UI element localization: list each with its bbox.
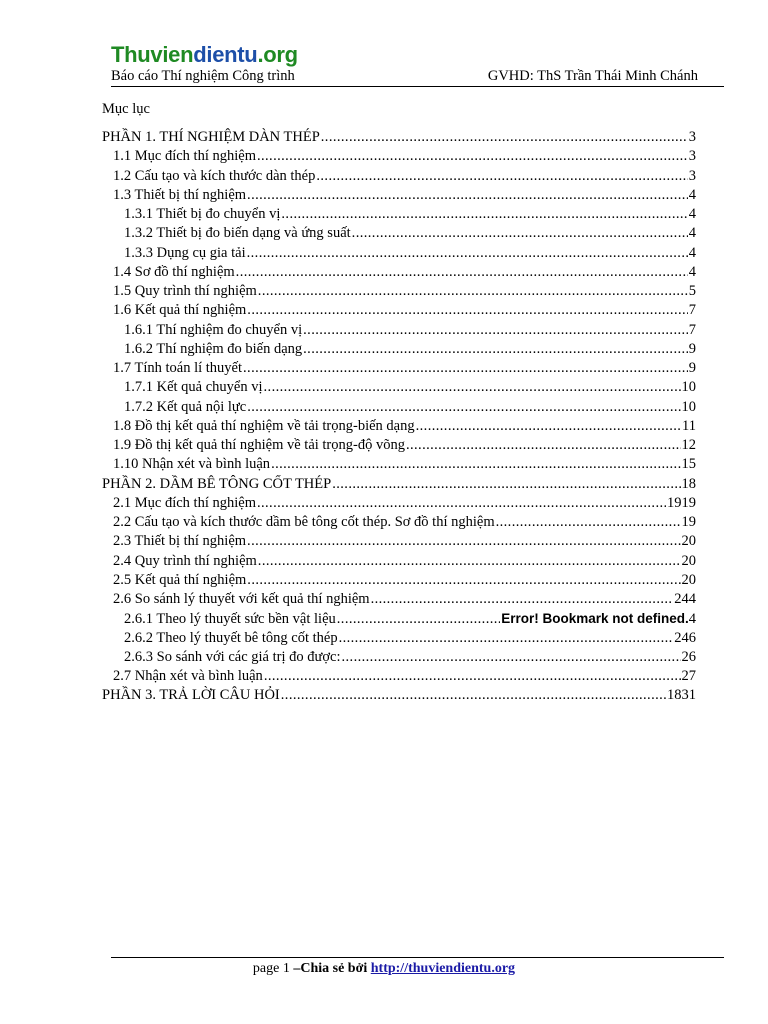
toc-entry-label: 2.6 So sánh lý thuyết với kết quả thí nghiệm <box>113 591 370 607</box>
toc-leader-dots <box>371 590 674 609</box>
toc-entry[interactable] <box>102 398 696 417</box>
toc-entry[interactable] <box>102 494 696 513</box>
toc-entry-label: 2.7 Nhận xét và bình luận <box>113 668 263 684</box>
toc-leader-dots <box>264 378 681 397</box>
toc-entry[interactable] <box>102 224 696 243</box>
toc-leader-dots <box>247 186 688 205</box>
toc-entry-page: 246 <box>674 629 696 646</box>
toc-entry[interactable] <box>102 629 696 648</box>
toc-entry-page: 20 <box>681 552 696 569</box>
toc-entry[interactable] <box>102 475 696 494</box>
site-logo <box>111 42 298 68</box>
toc-entry-label: 1.5 Quy trình thí nghiệm <box>113 283 257 299</box>
toc-entry[interactable] <box>102 552 696 571</box>
toc-entry-page: 20 <box>681 571 696 588</box>
toc-entry-page: 9 <box>688 340 696 357</box>
toc-entry-page: 10 <box>681 398 696 415</box>
page-footer <box>0 960 768 978</box>
toc-entry[interactable] <box>102 340 696 359</box>
toc-entry-label: 1.6 Kết quả thí nghiệm <box>113 302 247 319</box>
toc-entry[interactable] <box>102 648 696 667</box>
toc-leader-dots <box>337 610 500 628</box>
toc-entry-label: 2.3 Thiết bị thí nghiệm <box>113 533 247 550</box>
toc-entry-page: 3 <box>688 148 696 165</box>
toc-leader-dots <box>258 282 688 301</box>
footer-page-number: page 1 <box>252 961 294 976</box>
toc-entry[interactable] <box>102 128 696 147</box>
toc-leader-dots <box>243 359 688 378</box>
toc-entry-label: 1.2 Cấu tạo và kích thước dàn thép <box>113 167 316 184</box>
toc-entry[interactable] <box>102 378 696 397</box>
toc-entry-page: 4 <box>688 263 696 280</box>
toc-entry-label: 2.2 Cấu tạo và kích thước dầm bê tông cốt thép. Sơ đồ thí nghiệm <box>113 514 495 530</box>
toc-entry-label: 1.7.2 Kết quả nội lực <box>124 398 247 415</box>
toc-entry-label: PHẦN 3. TRẢ LỜI CÂU HỎI <box>102 687 280 704</box>
toc-entry[interactable] <box>102 321 696 340</box>
toc-leader-dots <box>316 167 687 186</box>
toc-leader-dots <box>303 321 688 340</box>
toc-leader-dots <box>258 552 681 571</box>
toc-entry-page: 10 <box>681 379 696 396</box>
toc-leader-dots <box>271 455 680 474</box>
toc-entry-label: 1.6.2 Thí nghiệm đo biến dạng <box>124 340 303 357</box>
toc-entry-page: 4 <box>688 206 696 222</box>
logo-text-part1: Thuvien <box>111 42 194 67</box>
toc-entry-label: 1.9 Đồ thị kết quả thí nghiệm về tải trọng-độ võng <box>113 437 405 453</box>
toc-entry[interactable] <box>102 263 696 282</box>
toc-entry-page: 4 <box>688 186 696 203</box>
toc-leader-dots <box>406 436 681 455</box>
toc-leader-dots <box>236 263 688 282</box>
toc-entry[interactable] <box>102 147 696 166</box>
toc-entry-page: 12 <box>681 437 696 453</box>
toc-entry-page: 20 <box>681 533 696 550</box>
toc-entry-label: 1.1 Mục đích thí nghiệm <box>113 148 256 165</box>
toc-entry[interactable] <box>102 455 696 474</box>
toc-entry-label: 2.6.1 Theo lý thuyết sức bền vật liệu <box>124 611 336 628</box>
toc-entry-page: 9 <box>688 360 696 376</box>
toc-entry-page: 7 <box>688 302 696 319</box>
toc-entry-label: PHẦN 2. DẦM BÊ TÔNG CỐT THÉP <box>102 475 332 492</box>
toc-entry-page: 1919 <box>667 494 696 511</box>
toc-entry-page: 1831 <box>667 687 696 704</box>
toc-entry[interactable] <box>102 590 696 609</box>
toc-entry[interactable] <box>102 186 696 205</box>
toc-entry[interactable] <box>102 359 696 378</box>
toc-entry-label: 1.8 Đồ thị kết quả thí nghiệm về tải trọng-biến dạng <box>113 417 415 434</box>
toc-entry-page: 11 <box>682 417 696 434</box>
toc-entry[interactable] <box>102 513 696 532</box>
toc-entry-label: PHẦN 1. THÍ NGHIỆM DÀN THÉP <box>102 129 320 145</box>
toc-entry[interactable] <box>102 609 696 628</box>
toc-entry[interactable] <box>102 205 696 224</box>
toc-leader-dots <box>321 128 688 147</box>
toc-leader-dots <box>303 340 688 359</box>
footer-divider <box>111 957 724 958</box>
logo-text-part2: dientu <box>193 42 258 67</box>
toc-entry[interactable] <box>102 532 696 551</box>
toc-entry[interactable] <box>102 571 696 590</box>
toc-entry-label: 1.4 Sơ đồ thí nghiệm <box>113 263 235 280</box>
toc-leader-dots <box>247 571 680 590</box>
toc-leader-dots <box>342 648 681 667</box>
toc-entry-label: 2.6.3 So sánh với các giá trị đo được: <box>124 648 341 665</box>
toc-leader-dots <box>247 301 687 320</box>
toc-entry-page: 3 <box>688 129 696 145</box>
toc-entry-page: 18 <box>681 475 696 492</box>
toc-leader-dots <box>332 475 680 494</box>
toc-entry-page <box>501 609 696 628</box>
logo-text-part3: .org <box>257 42 298 67</box>
toc-leader-dots <box>257 494 666 513</box>
toc-entry-page: 4 <box>688 225 696 242</box>
toc-heading: Mục lục <box>102 101 150 117</box>
toc-leader-dots <box>352 224 688 243</box>
toc-entry-page: 19 <box>681 514 696 530</box>
toc-entry-label: 1.3.1 Thiết bị đo chuyển vị <box>124 206 281 222</box>
toc-leader-dots <box>281 686 666 705</box>
toc-entry-label: 2.1 Mục đích thí nghiệm <box>113 494 256 511</box>
footer-share-text: –Chia sẻ bởi <box>293 961 371 976</box>
toc-bookmark-error: Error! Bookmark not defined. <box>501 611 689 627</box>
page-header <box>111 66 724 87</box>
toc-entry-label: 1.6.1 Thí nghiệm đo chuyển vị <box>124 321 303 338</box>
toc-leader-dots <box>247 532 680 551</box>
toc-leader-dots <box>247 398 680 417</box>
toc-entry-page: 7 <box>688 321 696 338</box>
footer-link[interactable]: http://thuviendientu.org <box>370 961 516 976</box>
toc-leader-dots <box>281 205 687 224</box>
toc-entry-label: 2.4 Quy trình thí nghiệm <box>113 552 257 569</box>
toc-entry[interactable] <box>102 301 696 320</box>
toc-entry-page: 3 <box>688 167 696 184</box>
toc-entry-label: 1.10 Nhận xét và bình luận <box>113 456 271 473</box>
toc-entry-page: 27 <box>681 668 696 684</box>
toc-entry-label: 1.7 Tính toán lí thuyết <box>113 360 243 376</box>
toc-entry-page: 15 <box>681 456 696 473</box>
toc-entry-label: 1.3 Thiết bị thí nghiệm <box>113 186 247 203</box>
toc-entry[interactable] <box>102 417 696 436</box>
toc-leader-dots <box>257 147 688 166</box>
toc-leader-dots <box>496 513 681 532</box>
toc-entry[interactable] <box>102 686 696 705</box>
toc-entry[interactable] <box>102 282 696 301</box>
toc-leader-dots <box>247 244 688 263</box>
toc-entry-label: 1.7.1 Kết quả chuyển vị <box>124 379 263 396</box>
report-title: Báo cáo Thí nghiệm Công trình <box>111 68 295 84</box>
table-of-contents <box>102 128 696 706</box>
toc-leader-dots <box>339 629 674 648</box>
toc-entry-page: 244 <box>674 591 696 607</box>
toc-entry[interactable] <box>102 167 696 186</box>
toc-entry-label: 1.3.3 Dụng cụ gia tải <box>124 244 246 261</box>
toc-entry[interactable] <box>102 244 696 263</box>
toc-entry[interactable] <box>102 436 696 455</box>
toc-entry-label: 2.5 Kết quả thí nghiệm <box>113 571 247 588</box>
toc-leader-dots <box>264 667 681 686</box>
toc-leader-dots <box>416 417 681 436</box>
toc-entry-page: 26 <box>681 648 696 665</box>
toc-entry-page: 4 <box>688 244 696 261</box>
toc-entry-label: 2.6.2 Theo lý thuyết bê tông cốt thép <box>124 629 338 646</box>
toc-entry-page-number: 4 <box>688 611 696 628</box>
toc-entry-label: 1.3.2 Thiết bị đo biến dạng và ứng suất <box>124 225 351 242</box>
supervisor-name: GVHD: ThS Trần Thái Minh Chánh <box>487 68 698 84</box>
toc-entry[interactable] <box>102 667 696 686</box>
toc-entry-page: 5 <box>688 283 696 299</box>
